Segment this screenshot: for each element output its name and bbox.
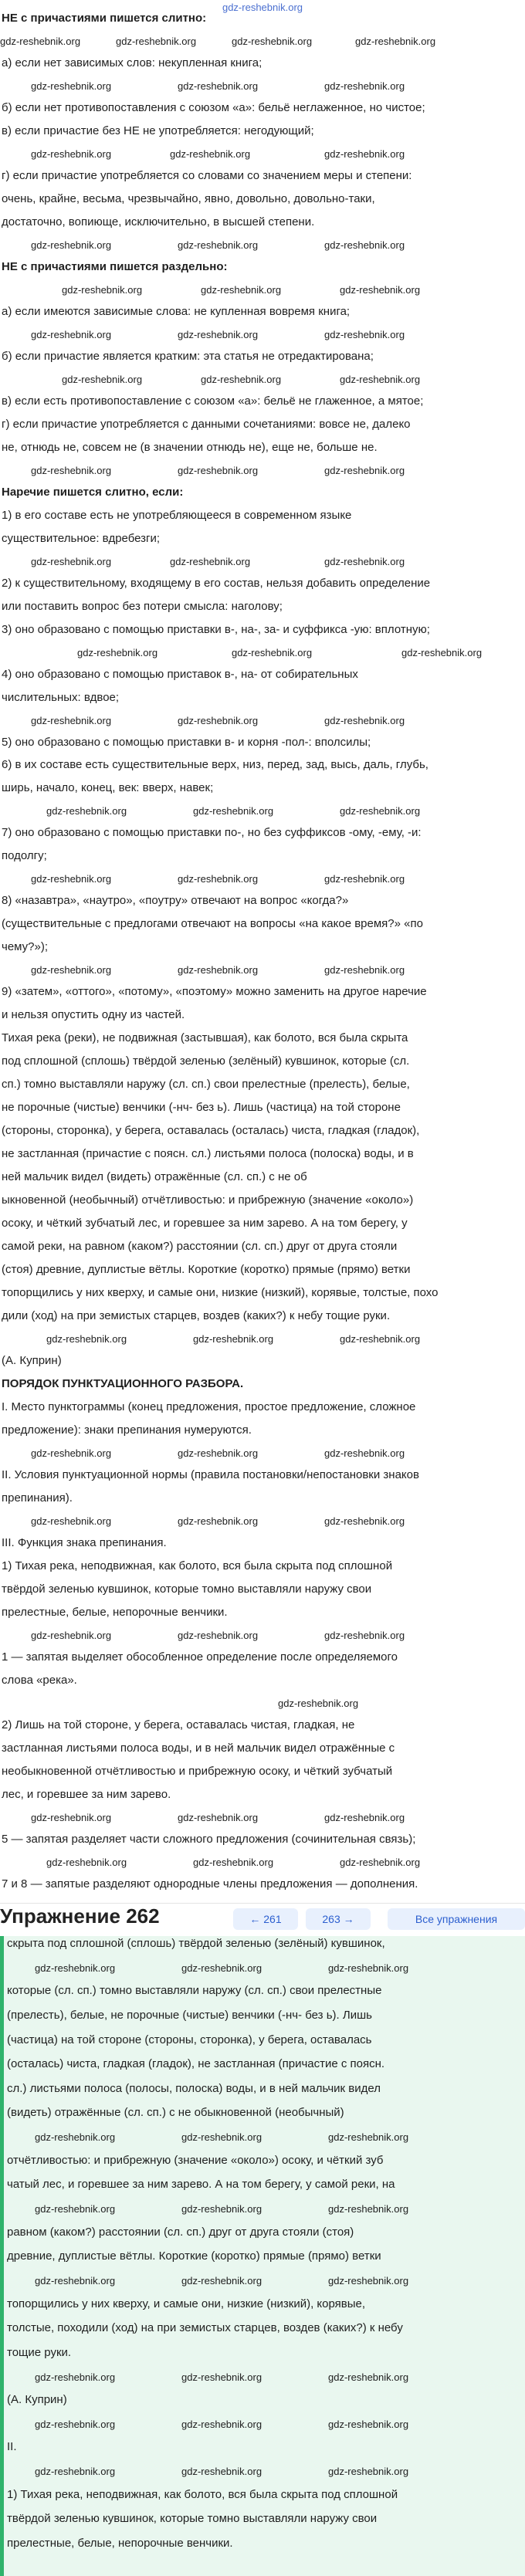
text-line: 7 и 8 — запятые разделяют однородные члены предложения — дополнения. (2, 1877, 418, 1891)
watermark: gdz-reshebnik.org (324, 964, 405, 977)
text-line: очень, крайне, весьма, чрезвычайно, явно, довольно, довольно-таки, (2, 191, 375, 205)
text-line: твёрдой зеленью кувшинок, которые томно выставляли наружу свои (7, 2512, 378, 2526)
watermark: gdz-reshebnik.org (201, 283, 282, 296)
watermark: gdz-reshebnik.org (324, 1515, 405, 1527)
watermark: gdz-reshebnik.org (31, 1515, 112, 1527)
watermark-row (0, 463, 525, 477)
watermark-row (0, 238, 525, 252)
watermark-row (4, 2464, 525, 2478)
watermark: gdz-reshebnik.org (178, 239, 259, 251)
text-line: существительное: вдребезги; (2, 531, 161, 545)
text-line: г) если причастие употребляется со словами со значением меры и степени: (2, 168, 412, 182)
text-line: древние, дуплистые вётлы. Короткие (коротко) прямые (прямо) ветки (7, 2249, 381, 2263)
watermark-row (0, 963, 525, 977)
text-line: лес, и горевшее за ним зарево. (2, 1787, 171, 1801)
watermark: gdz-reshebnik.org (31, 1811, 112, 1823)
text-line: необыкновенной отчётливостью и прибрежную осоку, и чёткий зубчатый (2, 1764, 393, 1778)
watermark: gdz-reshebnik.org (324, 555, 405, 567)
text-line: II. Условия пунктуационной нормы (правила постановки/непостановки знаков (2, 1468, 419, 1481)
section-heading: Наречие пишется слитно, если: (2, 485, 184, 499)
text-line: толстые, походили (ход) на при земистых старцев, воздев (каких?) к небу (7, 2321, 403, 2335)
watermark: gdz-reshebnik.org (328, 2131, 409, 2144)
text-line: III. Функция знака препинания. (2, 1535, 167, 1549)
text-line: (стоя) древние, дуплистые вётлы. Короткие (коротко) прямые (прямо) ветки (2, 1263, 411, 1277)
watermark: gdz-reshebnik.org (328, 1962, 409, 1974)
text-line: отчётливостью: и прибрежную (значение «около») осоку, и чёткий зуб (7, 2153, 384, 2167)
watermark: gdz-reshebnik.org (193, 1856, 274, 1868)
text-line: ней мальчик видел (видеть) отражённые (сл. сп.) с не об (2, 1170, 307, 1184)
watermark: gdz-reshebnik.org (201, 373, 282, 385)
watermark: gdz-reshebnik.org (340, 373, 421, 385)
text-line: (видеть) отражённые (сл. сп.) с не обыкновенной (необычный) (7, 2106, 344, 2120)
exercise-title: Упражнение 262 (0, 1904, 160, 1928)
watermark: gdz-reshebnik.org (35, 2274, 116, 2287)
text-line: (существительные с предлогами отвечают на вопросы «на какое время?» «по (2, 917, 423, 931)
text-line: твёрдой зеленью кувшинок, которые томно выставляли наружу свои (2, 1582, 372, 1596)
watermark: gdz-reshebnik.org (35, 2131, 116, 2144)
watermark: gdz-reshebnik.org (328, 2418, 409, 2430)
text-line: 1 — запятая выделяет обособленное определение после определяемого (2, 1650, 398, 1664)
watermark: gdz-reshebnik.org (35, 2466, 116, 2478)
watermark: gdz-reshebnik.org (328, 2371, 409, 2383)
watermark: gdz-reshebnik.org (328, 2274, 409, 2287)
watermark: gdz-reshebnik.org (31, 555, 112, 567)
text-line: и нельзя опустить одну из частей. (2, 1008, 185, 1022)
watermark: gdz-reshebnik.org (62, 283, 143, 296)
watermark: gdz-reshebnik.org (178, 1811, 259, 1823)
text-line: прелестные, белые, непорочные венчики. (2, 1605, 228, 1619)
watermark: gdz-reshebnik.org (181, 2466, 262, 2478)
text-line: 5) оно образовано с помощью приставки в- и корня -пол-: вполсилы; (2, 735, 371, 749)
text-line: II. (7, 2440, 17, 2454)
watermark-row (0, 1855, 525, 1869)
watermark: gdz-reshebnik.org (328, 2466, 409, 2478)
watermark: gdz-reshebnik.org (193, 805, 274, 817)
watermark: gdz-reshebnik.org (324, 147, 405, 160)
text-line: 2) Лишь на той стороне, у берега, оставалась чистая, гладкая, не (2, 1718, 355, 1731)
prev-exercise-button[interactable]: ← 261 (233, 1908, 298, 1930)
watermark: gdz-reshebnik.org (181, 2203, 262, 2215)
watermark: gdz-reshebnik.org (324, 714, 405, 726)
text-line: а) если нет зависимых слов: некупленная книга; (2, 56, 262, 69)
watermark: gdz-reshebnik.org (46, 805, 127, 817)
text-line: б) если нет противопоставления с союзом «а»: бельё неглаженное, но чистое; (2, 100, 425, 114)
watermark: gdz-reshebnik.org (328, 2203, 409, 2215)
watermark: gdz-reshebnik.org (324, 80, 405, 92)
watermark: gdz-reshebnik.org (178, 328, 259, 340)
watermark: gdz-reshebnik.org (0, 35, 81, 47)
watermark: gdz-reshebnik.org (178, 873, 259, 885)
watermark: gdz-reshebnik.org (340, 805, 421, 817)
text-line: 8) «назавтра», «наутро», «поутру» отвечают на вопрос «когда?» (2, 894, 349, 908)
watermark: gdz-reshebnik.org (31, 1447, 112, 1460)
text-line: скрыта под сплошной (сплошь) твёрдой зеленью (зелёный) кувшинок, (7, 1937, 385, 1950)
watermark-row (0, 1332, 525, 1346)
text-line: (частица) на той стороне (стороны, сторонка), у берега, оставалась (7, 2033, 372, 2046)
text-line: 7) оно образовано с помощью приставки по-, но без суффиксов -ому, -ему, -и: (2, 826, 422, 840)
watermark-row (0, 804, 525, 817)
watermark-row (0, 79, 525, 93)
watermark-row (0, 147, 525, 161)
watermark: gdz-reshebnik.org (77, 646, 158, 658)
watermark: gdz-reshebnik.org (62, 373, 143, 385)
watermark: gdz-reshebnik.org (31, 464, 112, 476)
next-exercise-button[interactable]: 263 → (306, 1908, 371, 1930)
watermark: gdz-reshebnik.org (170, 555, 251, 567)
watermark: gdz-reshebnik.org (31, 328, 112, 340)
section-heading: ПОРЯДОК ПУНКТУАЦИОННОГО РАЗБОРА. (2, 1377, 244, 1391)
text-line: осоку, и чёткий зубчатый лес, и горевшее за ним зарево. А на том берегу, у (2, 1217, 408, 1230)
watermark: gdz-reshebnik.org (324, 1629, 405, 1641)
watermark: gdz-reshebnik.org (178, 964, 259, 977)
text-line: I. Место пунктограммы (конец предложения, простое предложение, сложное (2, 1400, 416, 1414)
watermark: gdz-reshebnik.org (340, 1856, 421, 1868)
watermark-row (0, 1810, 525, 1824)
watermark-row (0, 34, 525, 48)
watermark-row (4, 2202, 525, 2215)
text-line: дили (ход) на при земистых старцев, воздев (каких?) к небу тощие руки. (2, 1309, 391, 1323)
watermark-row (4, 2370, 525, 2384)
watermark: gdz-reshebnik.org (31, 239, 112, 251)
text-line: а) если имеются зависимые слова: не купленная вовремя книга; (2, 304, 351, 318)
watermark: gdz-reshebnik.org (178, 1515, 259, 1527)
text-line: 5 — запятая разделяет части сложного предложения (сочинительная связь); (2, 1832, 416, 1846)
text-line: препинания). (2, 1491, 73, 1505)
text-line: или поставить вопрос без потери смысла: наголову; (2, 599, 283, 613)
watermark: gdz-reshebnik.org (324, 328, 405, 340)
watermark: gdz-reshebnik.org (181, 1962, 262, 1974)
watermark: gdz-reshebnik.org (340, 1333, 421, 1346)
text-line: 1) Тихая река, неподвижная, как болото, вся была скрыта под сплошной (2, 1559, 393, 1572)
section-heading: НЕ с причастиями пишется раздельно: (2, 259, 228, 273)
watermark-row (0, 1446, 525, 1460)
watermark-row (4, 2130, 525, 2144)
text-line: слова «река». (2, 1673, 77, 1687)
top-watermark: gdz-reshebnik.org (222, 2, 303, 13)
text-line: в) если есть противопоставление с союзом «а»: бельё не глаженное, а мятое; (2, 394, 424, 408)
watermark: gdz-reshebnik.org (178, 1447, 259, 1460)
watermark: gdz-reshebnik.org (181, 2131, 262, 2144)
text-line: Тихая река (реки), не подвижная (застывшая), как болото, вся была скрыта (2, 1031, 408, 1045)
watermark-row (0, 283, 525, 296)
text-line: г) если причастие употребляется с данными сочетаниями: вовсе не, далеко (2, 417, 411, 431)
text-line: застланная листьями полоса воды, и в ней мальчик видел отражённые с (2, 1741, 395, 1755)
watermark-row (0, 713, 525, 727)
watermark: gdz-reshebnik.org (324, 239, 405, 251)
exercise-nav-bar (0, 1903, 525, 1936)
watermark: gdz-reshebnik.org (181, 2274, 262, 2287)
watermark: gdz-reshebnik.org (324, 873, 405, 885)
text-line: топорщились у них кверху, и самые они, низкие (низкий), корявые, (7, 2297, 366, 2310)
section-heading: НЕ с причастиями пишется слитно: (2, 12, 207, 25)
watermark-row (4, 2417, 525, 2431)
text-line: (А. Куприн) (2, 1354, 62, 1368)
text-line: 1) в его составе есть не употребляющееся в современном языке (2, 508, 352, 522)
watermark: gdz-reshebnik.org (31, 873, 112, 885)
text-line: сп.) томно выставляли наружу (сл. сп.) свои прелестные (прелесть), белые, (2, 1078, 410, 1092)
watermark-row (0, 645, 525, 659)
watermark: gdz-reshebnik.org (181, 2371, 262, 2383)
watermark: gdz-reshebnik.org (232, 35, 313, 47)
watermark: gdz-reshebnik.org (31, 714, 112, 726)
text-line: (прелесть), белые, не порочные (чистые) венчики (-нч- без ь). Лишь (7, 2008, 372, 2022)
text-line: (осталась) чиста, гладкая (гладок), не застланная (причастие с поясн. (7, 2057, 385, 2071)
text-line: под сплошной (сплошь) твёрдой зеленью (зелёный) кувшинок, которые (сл. (2, 1054, 410, 1068)
watermark: gdz-reshebnik.org (35, 1962, 116, 1974)
text-line: в) если причастие без НЕ не употребляется: негодующий; (2, 124, 314, 137)
watermark: gdz-reshebnik.org (178, 464, 259, 476)
text-line: тощие руки. (7, 2345, 72, 2359)
watermark: gdz-reshebnik.org (35, 2203, 116, 2215)
text-line: ыкновенной (необычный) отчётливостью: и прибрежную (значение «около») (2, 1193, 414, 1207)
watermark-row (0, 1514, 525, 1528)
text-line: ширь, начало, конец, век: вверх, навек; (2, 781, 214, 795)
watermark: gdz-reshebnik.org (340, 283, 421, 296)
watermark: gdz-reshebnik.org (46, 1856, 127, 1868)
watermark-row (0, 872, 525, 885)
text-line: 1) Тихая река, неподвижная, как болото, вся была скрыта под сплошной (7, 2487, 398, 2501)
text-line: не, отнюдь не, совсем не (в значении отнюдь не), еще не, больше не. (2, 440, 378, 454)
watermark: gdz-reshebnik.org (355, 35, 436, 47)
text-line: б) если причастие является кратким: эта статья не отредактирована; (2, 349, 374, 363)
watermark-row (0, 372, 525, 386)
text-line: 4) оно образовано с помощью приставок в-, на- от собирательных (2, 667, 358, 681)
watermark: gdz-reshebnik.org (170, 147, 251, 160)
watermark: gdz-reshebnik.org (31, 964, 112, 977)
text-line: числительных: вдвое; (2, 690, 120, 704)
text-line: не порочные (чистые) венчики (-нч- без ь). Лишь (частица) на той стороне (2, 1101, 401, 1115)
text-line: которые (сл. сп.) томно выставляли наружу (сл. сп.) свои прелестные (7, 1984, 382, 1998)
text-line: подолгу; (2, 849, 47, 863)
answer-panel (0, 1936, 525, 2576)
article-content (0, 11, 525, 1900)
text-line: равном (каком?) расстоянии (сл. сп.) друг от друга стояли (стоя) (7, 2225, 354, 2239)
watermark: gdz-reshebnik.org (31, 1629, 112, 1641)
watermark: gdz-reshebnik.org (178, 80, 259, 92)
watermark: gdz-reshebnik.org (178, 714, 259, 726)
watermark-row (0, 1696, 525, 1710)
watermark: gdz-reshebnik.org (324, 1811, 405, 1823)
watermark: gdz-reshebnik.org (35, 2371, 116, 2383)
watermark: gdz-reshebnik.org (31, 80, 112, 92)
text-line: топорщились у них кверху, и самые они, низкие (низкий), корявые, толстые, похо (2, 1286, 439, 1300)
watermark: gdz-reshebnik.org (181, 2418, 262, 2430)
text-line: самой реки, на равном (каком?) расстоянии (сл. сп.) друг от друга стояли (2, 1240, 398, 1254)
text-line: 2) к существительному, входящему в его состав, нельзя добавить определение (2, 576, 431, 590)
watermark: gdz-reshebnik.org (35, 2418, 116, 2430)
watermark: gdz-reshebnik.org (31, 147, 112, 160)
text-line: 3) оно образовано с помощью приставки в-, на-, за- и суффикса -ую: вплотную; (2, 622, 430, 636)
watermark-row (0, 1628, 525, 1642)
text-line: 6) в их составе есть существительные верх, низ, перед, зад, высь, даль, глубь, (2, 758, 428, 772)
watermark: gdz-reshebnik.org (324, 464, 405, 476)
watermark: gdz-reshebnik.org (193, 1333, 274, 1346)
text-line: чатый лес, и горевшее за ним зарево. А на том берегу, у самой реки, на (7, 2178, 395, 2192)
all-exercises-button[interactable]: Все упражнения (388, 1908, 525, 1930)
watermark-row (4, 1961, 525, 1975)
text-line: (А. Куприн) (7, 2393, 67, 2407)
text-line: не застланная (причастие с поясн. сл.) листьями полоса (полоска) воды, и в (2, 1147, 414, 1161)
text-line: 9) «затем», «оттого», «потому», «поэтому» можно заменить на другое наречие (2, 985, 427, 999)
watermark: gdz-reshebnik.org (116, 35, 197, 47)
watermark: gdz-reshebnik.org (46, 1333, 127, 1346)
watermark: gdz-reshebnik.org (278, 1697, 359, 1709)
text-line: чему?»); (2, 940, 48, 954)
watermark-row (0, 554, 525, 568)
watermark-row (4, 2273, 525, 2287)
text-line: достаточно, вопиюще, исключительно, в высшей степени. (2, 215, 315, 228)
text-line: (стороны, сторонка), у берега, оставалась (осталась) чиста, гладкая (гладок), (2, 1124, 420, 1138)
text-line: прелестные, белые, непорочные венчики. (7, 2537, 233, 2551)
text-line: сл.) листьями полоса (полосы, полоска) воды, и в ней мальчик видел (7, 2081, 381, 2095)
watermark: gdz-reshebnik.org (324, 1447, 405, 1460)
text-line: предложение): знаки препинания нумеруются. (2, 1423, 252, 1437)
watermark: gdz-reshebnik.org (401, 646, 483, 658)
watermark: gdz-reshebnik.org (232, 646, 313, 658)
watermark: gdz-reshebnik.org (178, 1629, 259, 1641)
watermark-row (0, 327, 525, 341)
